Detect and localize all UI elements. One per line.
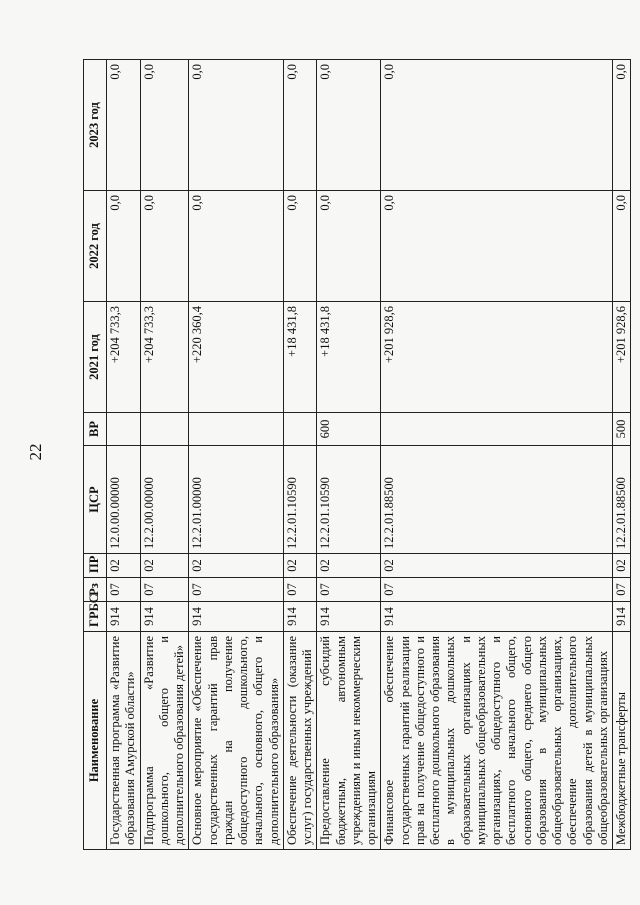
row-grbs: 914	[317, 602, 381, 632]
header-name: Наименование	[84, 632, 107, 850]
row-2022: 0,0	[381, 191, 613, 302]
header-csr: ЦСР	[84, 446, 107, 554]
row-pr: 02	[317, 554, 381, 578]
row-rz: 07	[283, 578, 317, 602]
row-2021: +204 733,3	[107, 302, 141, 413]
header-vr: ВР	[84, 413, 107, 446]
row-pr: 02	[140, 554, 189, 578]
row-2022: 0,0	[107, 191, 141, 302]
header-2022: 2022 год	[84, 191, 107, 302]
page-number: 22	[26, 443, 45, 461]
header-pr: ПР	[84, 554, 107, 578]
row-2023: 0,0	[381, 60, 613, 191]
row-name: Предоставление субсидий бюджетным, автономным учреждениям и иным некоммерческим организациям	[317, 632, 381, 850]
header-grbs: ГРБС	[84, 602, 107, 632]
row-pr: 02	[283, 554, 317, 578]
row-name: Государственная программа «Развитие образования Амурской области»	[107, 632, 141, 850]
row-grbs: 914	[140, 602, 189, 632]
table-row	[613, 60, 631, 850]
table-row	[317, 60, 381, 850]
row-2022: 0,0	[317, 191, 381, 302]
row-2022: 0,0	[140, 191, 189, 302]
row-2023: 0,0	[613, 60, 631, 191]
row-pr: 02	[613, 554, 631, 578]
row-csr: 12.2.01.10590	[317, 446, 381, 554]
row-name: Основное мероприятие «Обеспечение государственных гарантий прав граждан на получение общедоступного дошкольного, начального, основного, общего и дополнительного образования»	[189, 632, 284, 850]
row-vr	[283, 413, 317, 446]
row-rz: 07	[140, 578, 189, 602]
row-csr: 12.2.01.10590	[283, 446, 317, 554]
row-grbs: 914	[189, 602, 284, 632]
row-rz: 07	[107, 578, 141, 602]
row-grbs: 914	[283, 602, 317, 632]
header-2021: 2021 год	[84, 302, 107, 413]
row-2021: +201 928,6	[381, 302, 613, 413]
row-rz: 07	[317, 578, 381, 602]
row-name: Подпрограмма «Развитие дошкольного, общего и дополнительного образования детей»	[140, 632, 189, 850]
row-2023: 0,0	[189, 60, 284, 191]
row-grbs: 914	[613, 602, 631, 632]
row-csr: 12.2.01.88500	[613, 446, 631, 554]
row-name: Обеспечение деятельности (оказание услуг) государственных учреждений	[283, 632, 317, 850]
row-vr: 600	[317, 413, 381, 446]
row-2023: 0,0	[283, 60, 317, 191]
row-grbs: 914	[107, 602, 141, 632]
row-2021: +220 360,4	[189, 302, 284, 413]
row-csr: 12.2.01.00000	[189, 446, 284, 554]
row-vr	[189, 413, 284, 446]
row-2023: 0,0	[140, 60, 189, 191]
row-rz: 07	[189, 578, 284, 602]
row-vr	[107, 413, 141, 446]
row-2021: +18 431,8	[317, 302, 381, 413]
row-2021: +201 928,6	[613, 302, 631, 413]
row-vr: 500	[613, 413, 631, 446]
row-pr: 02	[381, 554, 613, 578]
header-2023: 2023 год	[84, 60, 107, 191]
table-row	[283, 60, 317, 850]
row-pr: 02	[107, 554, 141, 578]
row-name: Межбюджетные трансферты	[613, 632, 631, 850]
row-csr: 12.2.01.88500	[381, 446, 613, 554]
row-csr: 12.2.00.00000	[140, 446, 189, 554]
table-row	[381, 60, 613, 850]
row-name: Финансовое обеспечение государственных гарантий реализации прав на получение общедоступного и бесплатного дошкольного образования в муниципальных дошкольных образовательных организациях и муниципальных общеобразовательных организациях, общедоступного и бесплатного начального общего, основного общего, среднего общего образования в муниципальных общеобразовательных организациях, обеспечение дополнительного образования детей в муниципальных общеобразовательных организациях	[381, 632, 613, 850]
row-grbs: 914	[381, 602, 613, 632]
table-row	[140, 60, 189, 850]
table-row	[189, 60, 284, 850]
row-vr	[381, 413, 613, 446]
row-2022: 0,0	[189, 191, 284, 302]
row-2023: 0,0	[317, 60, 381, 191]
row-pr: 02	[189, 554, 284, 578]
row-rz: 07	[381, 578, 613, 602]
row-vr	[140, 413, 189, 446]
row-2021: +204 733,3	[140, 302, 189, 413]
row-rz: 07	[613, 578, 631, 602]
rotated-table-container	[83, 60, 628, 850]
row-2021: +18 431,8	[283, 302, 317, 413]
header-row	[84, 60, 107, 850]
table-row	[107, 60, 141, 850]
row-2022: 0,0	[283, 191, 317, 302]
budget-table	[83, 59, 631, 850]
row-2023: 0,0	[107, 60, 141, 191]
row-2022: 0,0	[613, 191, 631, 302]
header-rz: Рз	[84, 578, 107, 602]
row-csr: 12.0.00.00000	[107, 446, 141, 554]
